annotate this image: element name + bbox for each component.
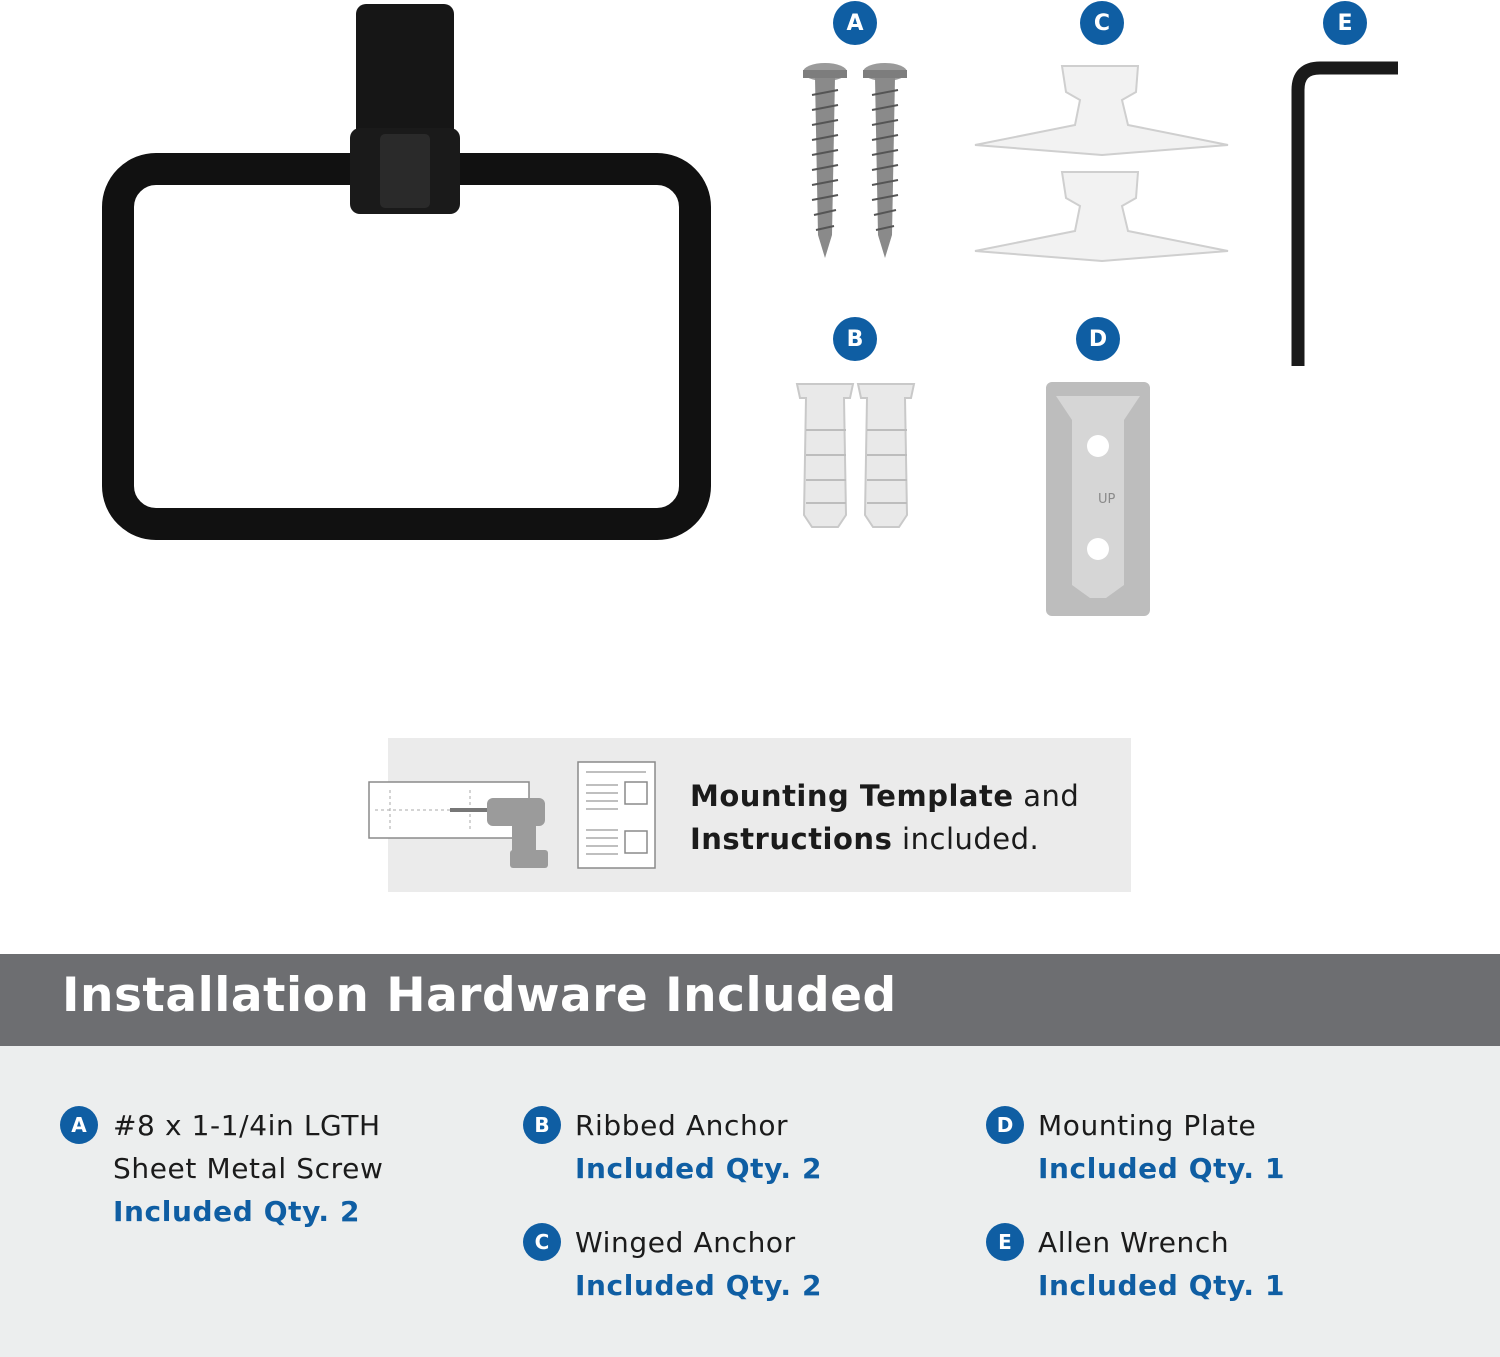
item-a-qty: Included Qty. 2 bbox=[113, 1195, 361, 1228]
badge-e: E bbox=[1323, 1, 1367, 45]
item-b-qty: Included Qty. 2 bbox=[575, 1152, 823, 1185]
item-a bbox=[113, 1104, 383, 1233]
plate-up-label: UP bbox=[1098, 492, 1116, 507]
item-c-name: Winged Anchor bbox=[575, 1226, 796, 1259]
item-d-badge: D bbox=[986, 1106, 1024, 1144]
item-e-badge: E bbox=[986, 1223, 1024, 1261]
item-b-name: Ribbed Anchor bbox=[575, 1109, 789, 1142]
item-c-qty: Included Qty. 2 bbox=[575, 1269, 823, 1302]
item-b-badge: B bbox=[523, 1106, 561, 1144]
item-d bbox=[1038, 1104, 1285, 1190]
item-c bbox=[575, 1221, 822, 1307]
item-a-name-line1: #8 x 1-1/4in LGTH bbox=[113, 1109, 381, 1142]
badge-d: D bbox=[1076, 317, 1120, 361]
item-d-name: Mounting Plate bbox=[1038, 1109, 1257, 1142]
banner-bold-template: Mounting Template bbox=[690, 779, 1014, 813]
hardware-title: Installation Hardware Included bbox=[62, 968, 897, 1023]
item-e-qty: Included Qty. 1 bbox=[1038, 1269, 1286, 1302]
item-c-badge: C bbox=[523, 1223, 561, 1261]
banner-text-and: and bbox=[1013, 779, 1080, 813]
item-e-name: Allen Wrench bbox=[1038, 1226, 1230, 1259]
badge-b: B bbox=[833, 317, 877, 361]
instructions-icon bbox=[578, 762, 655, 868]
banner-text bbox=[690, 775, 1120, 861]
item-a-name-line2: Sheet Metal Screw bbox=[113, 1152, 384, 1185]
item-e bbox=[1038, 1221, 1285, 1307]
banner-bold-instructions: Instructions bbox=[690, 822, 893, 856]
badge-a: A bbox=[833, 1, 877, 45]
banner-text-included: included. bbox=[892, 822, 1040, 856]
drill-icon bbox=[369, 782, 548, 868]
item-b bbox=[575, 1104, 822, 1190]
item-d-qty: Included Qty. 1 bbox=[1038, 1152, 1286, 1185]
badge-c: C bbox=[1080, 1, 1124, 45]
item-a-badge: A bbox=[60, 1106, 98, 1144]
